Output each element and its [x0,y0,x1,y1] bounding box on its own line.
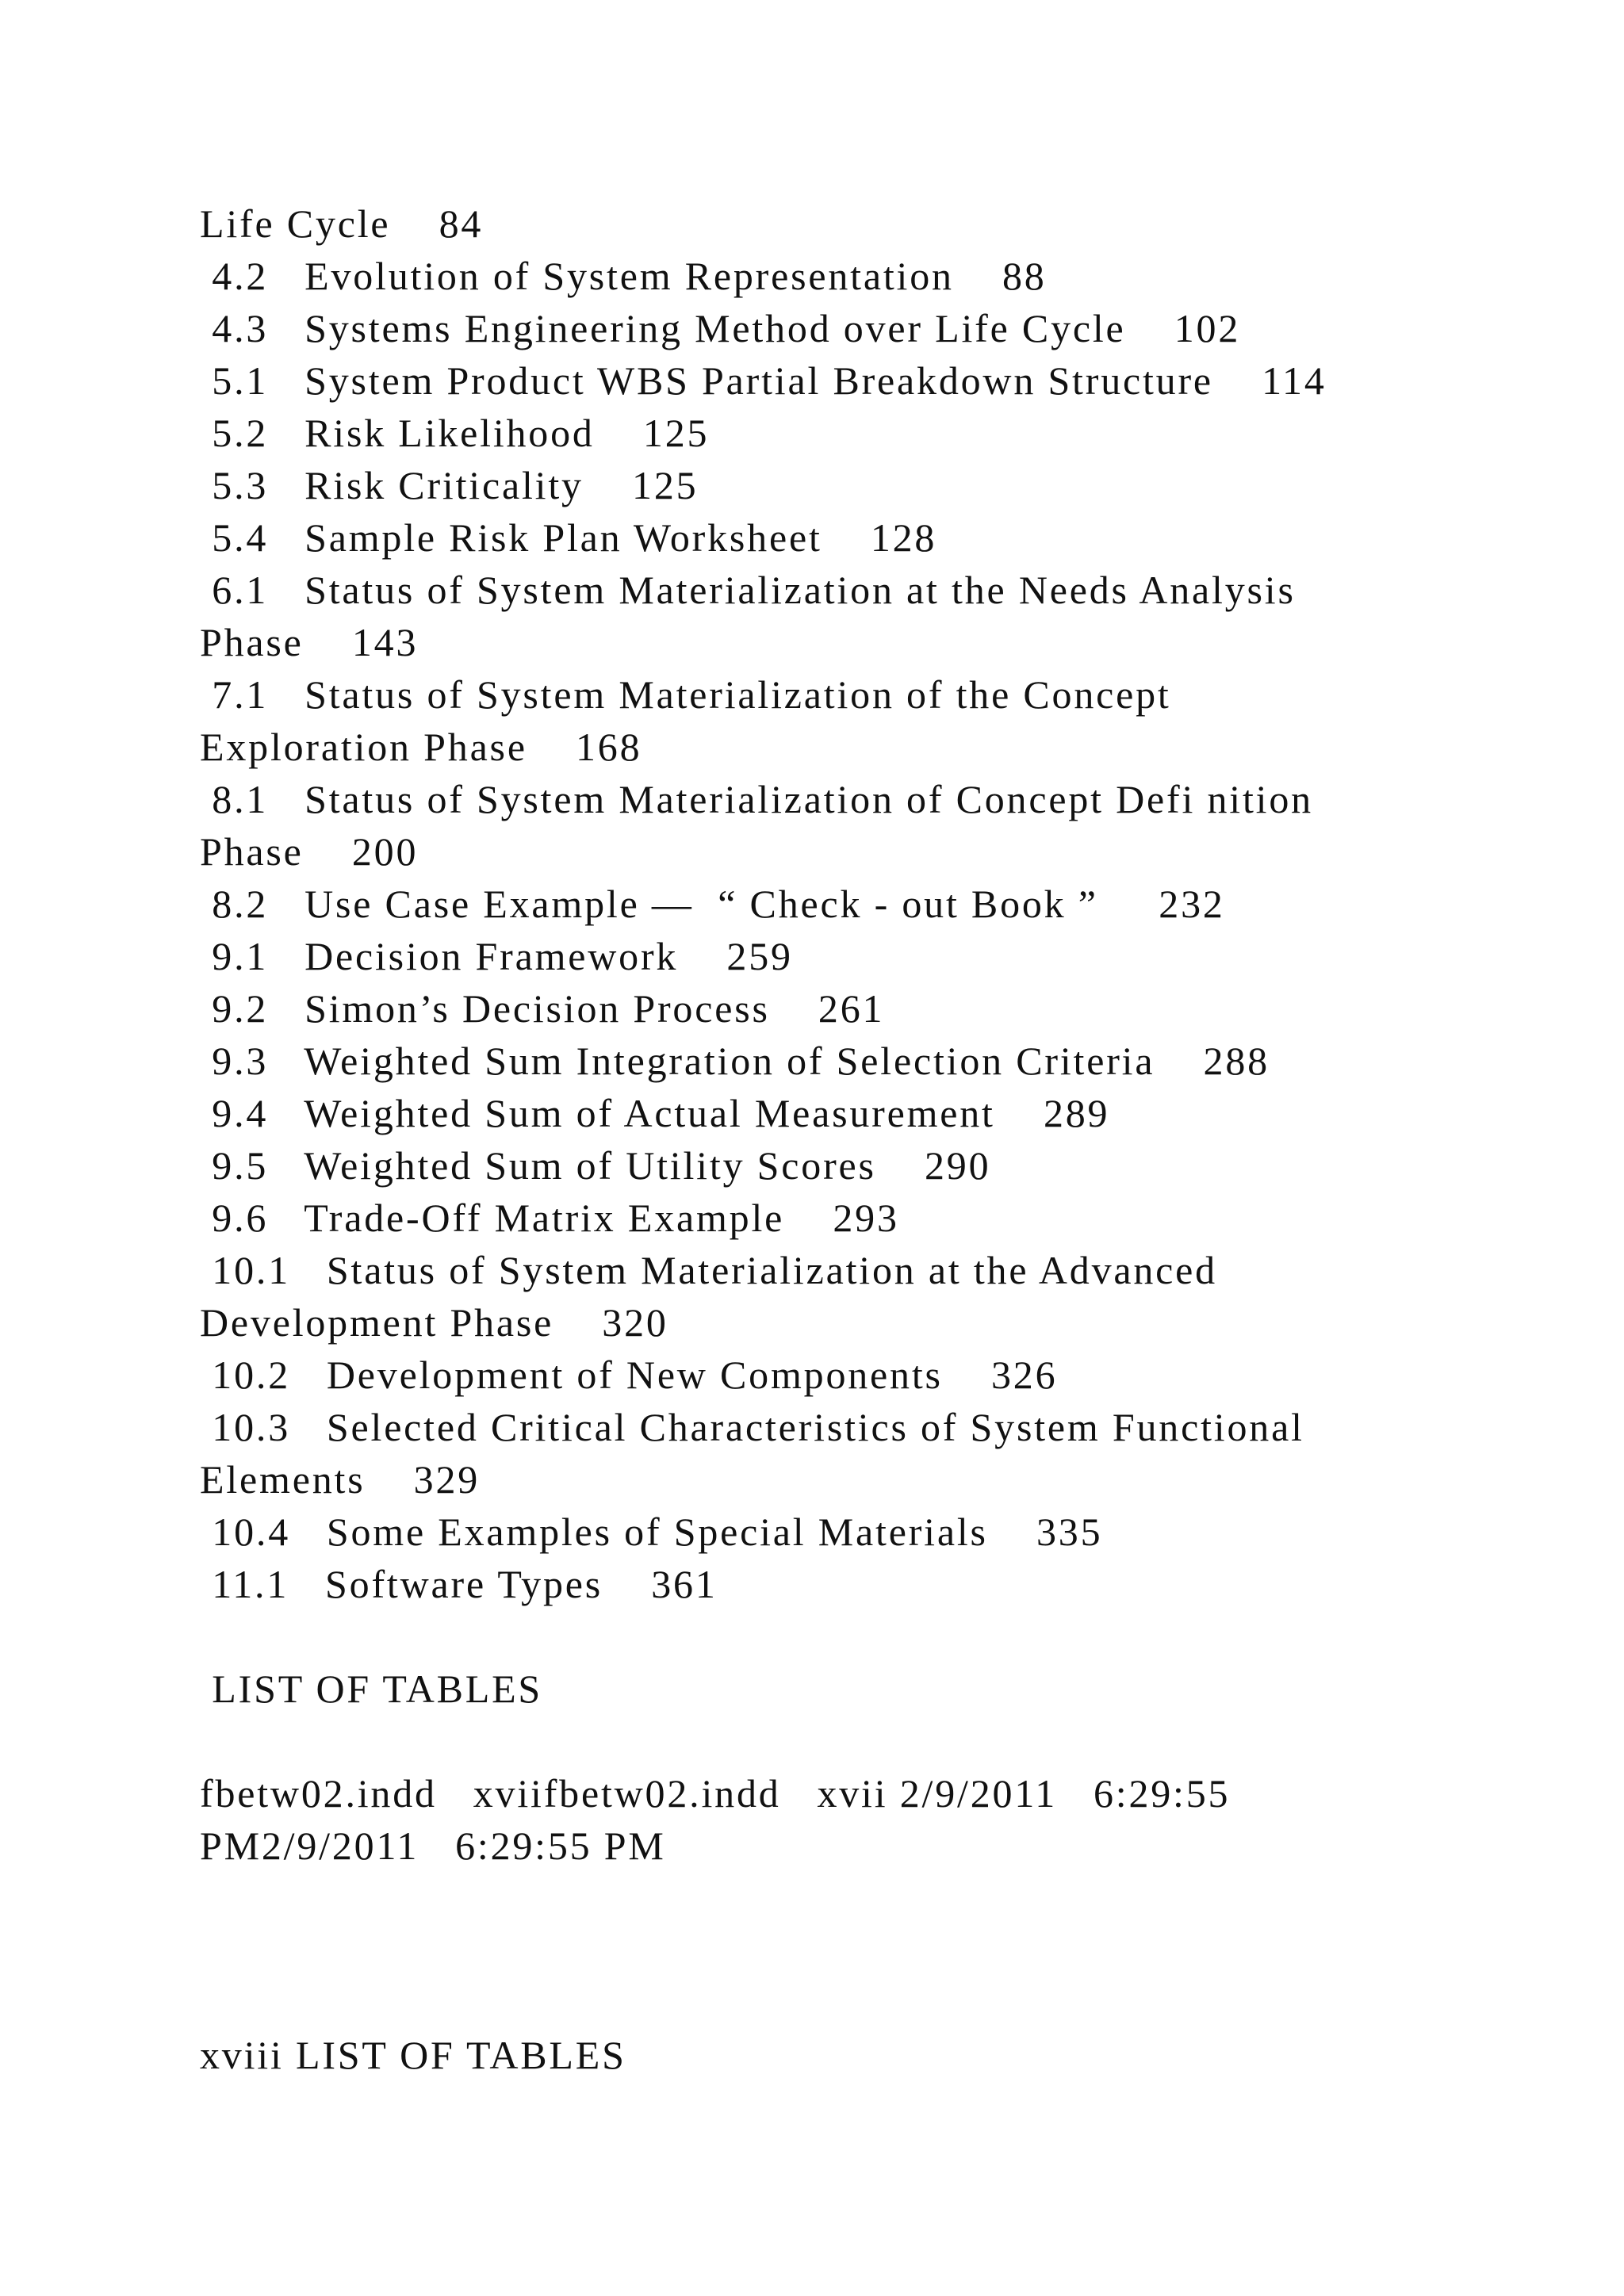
toc-line: 8.1 Status of System Materialization of Concept Defi nition [200,777,1313,821]
toc-line: 9.3 Weighted Sum Integration of Selection Criteria 288 [200,1039,1270,1083]
toc-line: 7.1 Status of System Materialization of the Concept [200,672,1171,717]
toc-line: 4.2 Evolution of System Representation 88 [200,254,1047,298]
toc-line: 5.4 Sample Risk Plan Worksheet 128 [200,515,937,560]
toc-line: Phase 200 [200,829,419,874]
toc-line: 10.3 Selected Critical Characteristics of System Functional [200,1405,1304,1449]
toc-line: 6.1 Status of System Materialization at the Needs Analysis [200,568,1296,612]
toc-line: 9.1 Decision Framework 259 [200,934,793,978]
running-header: xviii LIST OF TABLES [200,2033,626,2077]
toc-line: 5.3 Risk Criticality 125 [200,463,699,507]
footer-line: fbetw02.indd xviifbetw02.indd xvii 2/9/2011 6:29:55 [200,1771,1231,1816]
toc-line: 11.1 Software Types 361 [200,1562,718,1606]
toc-line: 9.5 Weighted Sum of Utility Scores 290 [200,1143,991,1188]
toc-line: 9.2 Simon’s Decision Process 261 [200,986,885,1031]
toc-line: 10.4 Some Examples of Special Materials 335 [200,1510,1103,1554]
toc-line: 5.2 Risk Likelihood 125 [200,411,710,455]
toc-line: 8.2 Use Case Example — “ Check - out Book ” 232 [200,882,1225,926]
toc-line: Phase 143 [200,620,419,664]
toc-line: 10.2 Development of New Components 326 [200,1353,1058,1397]
toc-line: Elements 329 [200,1457,481,1502]
toc-line: Exploration Phase 168 [200,725,642,769]
section-heading: LIST OF TABLES [200,1667,543,1711]
toc-line: 10.1 Status of System Materialization at the Advanced [200,1248,1217,1292]
toc-line: Development Phase 320 [200,1300,668,1345]
toc-line: 4.3 Systems Engineering Method over Life Cycle 102 [200,306,1241,350]
toc-line: Life Cycle 84 [200,201,484,246]
toc-line: 9.4 Weighted Sum of Actual Measurement 289 [200,1091,1110,1135]
toc-line: 9.6 Trade-Off Matrix Example 293 [200,1196,899,1240]
toc-line: 5.1 System Product WBS Partial Breakdown Structure 114 [200,358,1327,403]
footer-line: PM2/9/2011 6:29:55 PM [200,1823,666,1868]
